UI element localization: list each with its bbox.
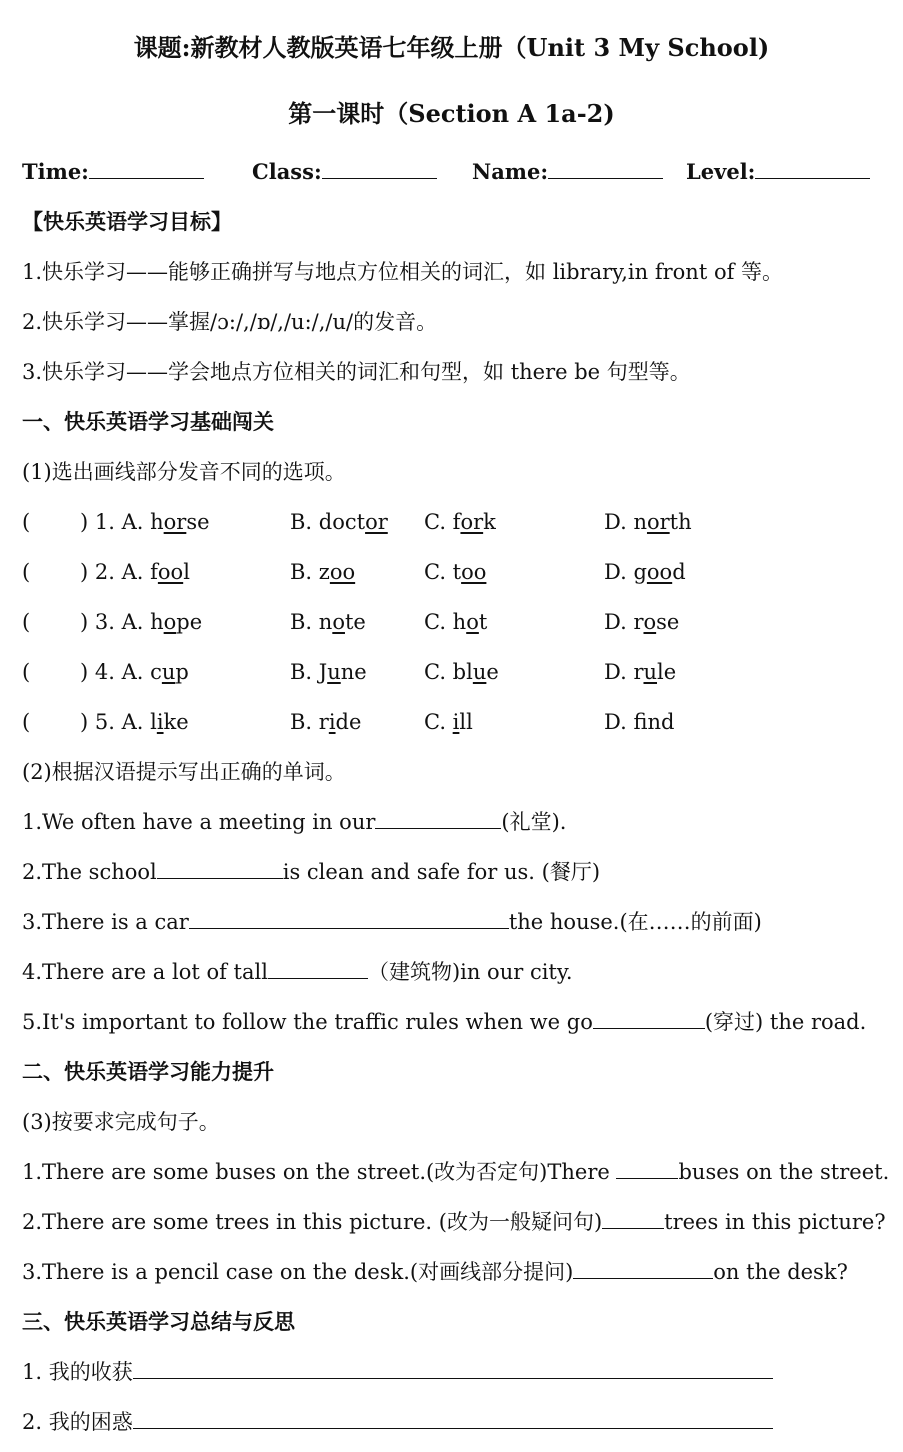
mcq-option-d: [604, 708, 674, 736]
underlined-letters: u: [161, 660, 176, 684]
option-text: l: [150, 710, 157, 734]
goals-heading: 【快乐英语学习目标】: [22, 209, 232, 234]
underlined-letters: i: [328, 710, 336, 734]
class-field[interactable]: [252, 158, 437, 186]
mcq-option-b: [290, 608, 366, 636]
reflection-confusion: [22, 1408, 773, 1436]
option-text: C. f: [424, 510, 461, 534]
rewrite-text: trees in this picture?: [664, 1210, 886, 1234]
mcq-option-c: [424, 658, 499, 686]
underlined-letters: oo: [329, 560, 356, 584]
option-text: D. r: [604, 610, 644, 634]
mcq-option-d: [604, 558, 686, 586]
mcq-option-d: [604, 608, 679, 636]
option-text: d: [672, 560, 686, 584]
underlined-letters: or: [365, 510, 388, 534]
underlined-letters: o: [643, 610, 657, 634]
underlined-letters: u: [327, 660, 341, 684]
answer-paren[interactable]: (: [22, 610, 31, 634]
option-text: l: [183, 560, 190, 584]
underlined-letters: o: [163, 610, 177, 634]
option-text: B. n: [290, 610, 333, 634]
option-text: de: [335, 710, 362, 734]
time-field[interactable]: [22, 158, 204, 186]
option-text: c: [150, 660, 162, 684]
option-text: C. h: [424, 610, 467, 634]
question-number: ) 2. A.: [80, 560, 151, 584]
reflection-blank[interactable]: [133, 1358, 773, 1379]
rewrite-blank[interactable]: [602, 1208, 664, 1229]
underlined-letters: oo: [461, 560, 487, 584]
fill-text: 4.There are a lot of tall: [22, 960, 268, 984]
level-field[interactable]: [686, 158, 870, 186]
part3-title: (3)按要求完成句子。: [22, 1110, 220, 1134]
reflection-blank[interactable]: [133, 1408, 773, 1429]
fill-item: [22, 858, 600, 886]
option-text: B. J: [290, 660, 328, 684]
rewrite-item: [22, 1258, 848, 1286]
mcq-option-c: [424, 708, 473, 736]
option-text: B. r: [290, 710, 329, 734]
option-text: D. g: [604, 560, 647, 584]
section2-heading: 二、快乐英语学习能力提升: [22, 1059, 274, 1084]
option-text: ne: [340, 660, 367, 684]
rewrite-item: [22, 1208, 886, 1236]
underlined-letters: or: [646, 510, 670, 534]
underlined-letters: u: [472, 660, 487, 684]
question-number: ) 4. A.: [80, 660, 151, 684]
mcq-option-a: [80, 708, 189, 736]
section3-heading: 三、快乐英语学习总结与反思: [22, 1309, 295, 1334]
option-text: D. n: [604, 510, 647, 534]
option-text: th: [669, 510, 692, 534]
fill-blank[interactable]: [593, 1008, 705, 1029]
underlined-letters: oo: [646, 560, 673, 584]
name-label: Name:: [472, 159, 549, 184]
option-text: C.: [424, 710, 453, 734]
rewrite-blank[interactable]: [616, 1158, 678, 1179]
option-text: se: [656, 610, 680, 634]
fill-text: 3.There is a car: [22, 910, 189, 934]
class-blank[interactable]: [322, 158, 437, 179]
level-label: Level:: [686, 159, 756, 184]
option-text: C. bl: [424, 660, 473, 684]
underlined-letters: o: [332, 610, 345, 634]
question-number: ) 1. A.: [80, 510, 151, 534]
rewrite-text: 1.There are some buses on the street.(改为否定句)There: [22, 1160, 617, 1184]
option-text: nd: [647, 710, 675, 734]
underlined-letters: u: [643, 660, 658, 684]
rewrite-text: buses on the street.: [678, 1160, 890, 1184]
mcq-option-c: [424, 558, 486, 586]
fill-item: [22, 958, 573, 986]
option-text: h: [150, 610, 164, 634]
goal-item: 2.快乐学习——掌握/ɔ:/,/ɒ/,/u:/,/u/的发音。: [22, 310, 438, 334]
option-text: se: [186, 510, 210, 534]
fill-text: 1.We often have a meeting in our: [22, 810, 376, 834]
rewrite-item: [22, 1158, 889, 1186]
fill-text: (穿过) the road.: [704, 1010, 867, 1034]
rewrite-text: 3.There is a pencil case on the desk.(对画线部分提问): [22, 1260, 574, 1284]
page-title: 课题:新教材人教版英语七年级上册（Unit 3 My School): [133, 33, 770, 62]
option-text: f: [150, 560, 158, 584]
goal-item: 1.快乐学习——能够正确拼写与地点方位相关的词汇，如 library,in front of 等。: [22, 260, 784, 284]
fill-text: (礼堂).: [501, 810, 567, 834]
mcq-option-b: [290, 708, 361, 736]
mcq-option-a: [80, 608, 202, 636]
reflection-gain: [22, 1358, 773, 1386]
mcq-option-d: [604, 508, 692, 536]
option-text: ll: [459, 710, 473, 734]
answer-paren[interactable]: (: [22, 560, 31, 584]
mcq-option-a: [80, 658, 189, 686]
option-text: p: [175, 660, 189, 684]
underlined-letters: i: [156, 710, 164, 734]
question-number: ) 5. A.: [80, 710, 151, 734]
reflection-label: 1. 我的收获: [22, 1360, 133, 1384]
option-text: le: [657, 660, 677, 684]
rewrite-blank[interactable]: [573, 1258, 713, 1279]
fill-text: is clean and safe for us. (餐厅): [282, 860, 601, 884]
mcq-option-b: [290, 558, 355, 586]
underlined-letters: or: [163, 510, 187, 534]
option-text: h: [150, 510, 164, 534]
mcq-option-c: [424, 608, 487, 636]
fill-text: 2.The school: [22, 860, 157, 884]
goal-item: 3.快乐学习——学会地点方位相关的词汇和句型，如 there be 句型等。: [22, 360, 691, 384]
name-field[interactable]: [472, 158, 663, 186]
part2-title: (2)根据汉语提示写出正确的单词。: [22, 760, 346, 784]
time-label: Time:: [22, 159, 89, 184]
class-label: Class:: [252, 159, 322, 184]
time-blank[interactable]: [89, 158, 204, 179]
question-number: ) 3. A.: [80, 610, 151, 634]
option-text: k: [483, 510, 496, 534]
rewrite-text: 2.There are some trees in this picture. (改为一般疑问句): [22, 1210, 603, 1234]
underlined-letters: or: [460, 510, 484, 534]
part1-title: (1)选出画线部分发音不同的选项。: [22, 460, 346, 484]
mcq-option-b: [290, 508, 388, 536]
answer-paren[interactable]: (: [22, 710, 31, 734]
level-blank[interactable]: [755, 158, 870, 179]
rewrite-text: on the desk?: [713, 1260, 848, 1284]
fill-text: the house.(在……的前面): [508, 910, 762, 934]
answer-paren[interactable]: (: [22, 660, 31, 684]
fill-blank[interactable]: [157, 858, 283, 879]
answer-paren[interactable]: (: [22, 510, 31, 534]
reflection-label: 2. 我的困惑: [22, 1410, 133, 1434]
mcq-option-a: [80, 558, 190, 586]
fill-text: （建筑物)in our city.: [367, 960, 573, 984]
underlined-letters: o: [466, 610, 479, 634]
option-text: te: [344, 610, 366, 634]
fill-blank[interactable]: [375, 808, 501, 829]
option-text: ke: [163, 710, 189, 734]
option-text: pe: [176, 610, 203, 634]
option-text: C. t: [424, 560, 462, 584]
underlined-letters: oo: [157, 560, 184, 584]
option-text: D. f: [604, 710, 648, 734]
option-text: B. z: [290, 560, 330, 584]
fill-item: [22, 1008, 866, 1036]
fill-item: [22, 908, 762, 936]
option-text: B. doct: [290, 510, 366, 534]
mcq-option-c: [424, 508, 496, 536]
mcq-option-b: [290, 658, 367, 686]
mcq-option-a: [80, 508, 210, 536]
option-text: t: [478, 610, 488, 634]
option-text: D. r: [604, 660, 644, 684]
option-text: e: [486, 660, 499, 684]
name-blank[interactable]: [548, 158, 663, 179]
fill-blank[interactable]: [268, 958, 368, 979]
fill-item: [22, 808, 566, 836]
fill-text: 5.It's important to follow the traffic rules when we go: [22, 1010, 593, 1034]
mcq-option-d: [604, 658, 676, 686]
section1-heading: 一、快乐英语学习基础闯关: [22, 409, 274, 434]
page-subtitle: 第一课时（Section A 1a-2): [288, 99, 615, 128]
fill-blank[interactable]: [189, 908, 509, 929]
underlined-letters: i: [452, 710, 460, 734]
